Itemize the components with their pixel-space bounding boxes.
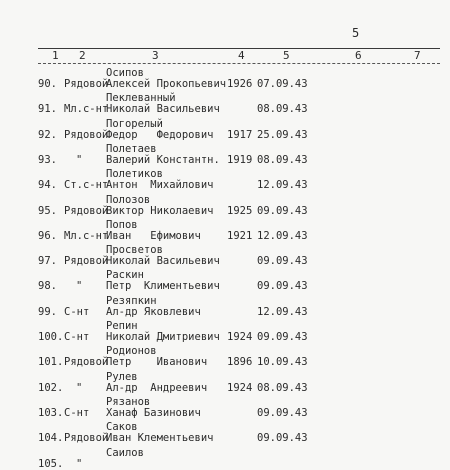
record-surname: Саилов	[106, 446, 144, 459]
record-number: 94.	[38, 179, 57, 192]
header-col-4: 4	[238, 49, 245, 62]
record-number: 104.	[38, 432, 64, 445]
record-date: 09.09.43	[257, 406, 308, 419]
record-number: 105.	[38, 457, 64, 470]
record-birth-year: 1926	[227, 78, 253, 90]
record-given-name: Валерий Константн.	[106, 153, 220, 166]
header-col-3: 3	[152, 49, 159, 62]
record-date: 25.09.43	[257, 128, 308, 141]
record-rank: С-нт	[64, 331, 90, 343]
record-rank: С-нт	[64, 305, 90, 318]
record-rank: "	[76, 280, 83, 293]
record-birth-year: 1925	[227, 204, 253, 217]
record-surname: Рулев	[106, 370, 138, 383]
record-date: 12.09.43	[257, 305, 308, 318]
record-number: 98.	[38, 280, 57, 293]
record-given-name: Иван Клементьевич	[106, 432, 214, 445]
record-surname: Раскин	[106, 269, 144, 282]
record-date: 09.09.43	[257, 204, 308, 217]
record-rank: "	[76, 153, 83, 166]
record-rank: Рядовой	[64, 128, 109, 141]
record-number: 103.	[38, 406, 64, 419]
record-surname: Погорелый	[106, 117, 163, 130]
record-rank: Рядовой	[64, 255, 109, 268]
record-rank: Мл.с-нт	[64, 229, 109, 242]
record-rank: Рядовой	[64, 78, 109, 90]
header-col-7: 7	[414, 49, 421, 62]
record-date: 10.09.43	[257, 356, 308, 369]
record-surname: Осипов	[106, 67, 144, 79]
record-number: 101.	[38, 356, 64, 369]
record-date: 09.09.43	[257, 331, 308, 343]
record-given-name: Петр Иванович	[106, 356, 208, 369]
record-surname: Попов	[106, 218, 138, 231]
record-number: 91.	[38, 103, 57, 116]
record-given-name: Николай Васильевич	[106, 103, 220, 116]
record-given-name: Ал-др Андреевич	[106, 381, 208, 394]
record-birth-year: 1919	[227, 153, 253, 166]
record-number: 95.	[38, 204, 57, 217]
record-date: 12.09.43	[257, 229, 308, 242]
record-given-name: Николай Дмитриевич	[106, 331, 220, 343]
header-col-6: 6	[355, 49, 362, 62]
page-number: 5	[352, 26, 360, 40]
record-surname: Резяпкин	[106, 294, 157, 307]
record-rank: Рядовой	[64, 204, 109, 217]
record-given-name: Ханаф Базинович	[106, 406, 201, 419]
record-birth-year: 1924	[227, 331, 253, 343]
record-surname: Полетаев	[106, 142, 157, 155]
record-birth-year: 1917	[227, 128, 253, 141]
record-surname: Пеклеванный	[106, 92, 176, 105]
record-number: 97.	[38, 255, 57, 268]
record-birth-year: 1921	[227, 229, 253, 242]
record-number: 90.	[38, 78, 57, 90]
record-rank: С-нт	[64, 406, 90, 419]
record-date: 08.09.43	[257, 153, 308, 166]
record-given-name: Иван Ефимович	[106, 229, 201, 242]
record-birth-year: 1924	[227, 381, 253, 394]
record-rank: Мл.с-нт	[64, 103, 109, 116]
record-surname: Полетиков	[106, 168, 163, 181]
record-date: 09.09.43	[257, 280, 308, 293]
record-given-name: Антон Михайлович	[106, 179, 214, 192]
record-rank: "	[76, 457, 83, 470]
record-surname: Просветов	[106, 244, 163, 257]
record-given-name: Петр Климентьевич	[106, 280, 220, 293]
record-birth-year: 1896	[227, 356, 253, 369]
record-given-name: Николай Васильевич	[106, 255, 220, 268]
record-surname: Полозов	[106, 193, 151, 206]
record-surname: Родионов	[106, 345, 157, 358]
header-bottom-rule	[38, 63, 440, 64]
record-date: 08.09.43	[257, 381, 308, 394]
record-given-name: Алексей Прокопьевич	[106, 78, 227, 90]
header-col-2: 2	[79, 49, 86, 62]
record-rank: Ст.с-нт	[64, 179, 109, 192]
record-date: 08.09.43	[257, 103, 308, 116]
record-date: 09.09.43	[257, 432, 308, 445]
record-given-name: Ал-др Яковлевич	[106, 305, 201, 318]
record-number: 102.	[38, 381, 64, 394]
record-given-name: Виктор Николаевич	[106, 204, 214, 217]
record-date: 09.09.43	[257, 255, 308, 268]
header-col-5: 5	[283, 49, 290, 62]
record-rank: Рядовой	[64, 432, 109, 445]
record-date: 07.09.43	[257, 78, 308, 90]
record-number: 96.	[38, 229, 57, 242]
record-number: 92.	[38, 128, 57, 141]
record-rank: Рядовой	[64, 356, 109, 369]
record-surname: Саков	[106, 421, 138, 434]
record-number: 99.	[38, 305, 57, 318]
record-number: 100.	[38, 331, 64, 343]
record-surname: Репин	[106, 320, 138, 332]
record-number: 93.	[38, 153, 57, 166]
record-rank: "	[76, 381, 83, 394]
record-date: 12.09.43	[257, 179, 308, 192]
record-surname: Рязанов	[106, 395, 151, 408]
header-col-1: 1	[52, 49, 59, 62]
record-given-name: Федор Федорович	[106, 128, 214, 141]
